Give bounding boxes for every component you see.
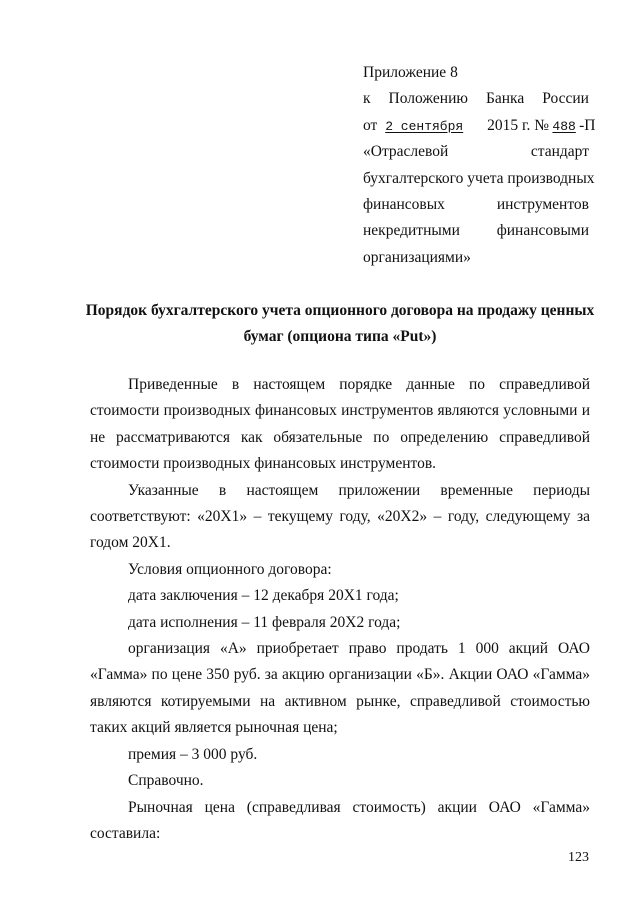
paragraph: Условия опционного договора: (128, 560, 332, 578)
header-word: «Отраслевой (363, 143, 449, 161)
standard-title-line (363, 139, 589, 165)
paragraph: Справочно. (128, 772, 204, 790)
header-word: некредитными (363, 222, 460, 240)
title-line: бумаг (опциона типа «Put») (243, 328, 437, 345)
paragraph: Рыночная цена (справедливая стоимость) акции ОАО «Гамма» составила: (90, 798, 590, 842)
paragraph: дата заключения – 12 декабря 20Х1 года; (128, 587, 399, 605)
paragraph: организация «А» приобретает право продать 1 000 акций ОАО «Гамма» по цене 350 руб. за акцию организации «Б». Акции ОАО «Гамма» являются котируемыми на активном рынке, справедливой стоимостью таких акций является рыночная цена; (90, 640, 590, 737)
header-word: финансовыми (496, 222, 589, 240)
paragraph: Указанные в настоящем приложении временные периоды соответствуют: «20Х1» – текущему году, «20Х2» – году, следующему за годом 20Х1. (90, 481, 590, 552)
appendix-header (363, 60, 596, 271)
header-word: финансовых (363, 195, 445, 213)
header-word: инструментов (496, 195, 589, 213)
paragraph: дата исполнения – 11 февраля 20Х2 года; (128, 613, 401, 631)
page-number: 123 (568, 850, 589, 865)
document-title (80, 298, 600, 350)
header-word: России (542, 90, 589, 108)
regulation-reference (363, 86, 589, 112)
header-word: Положению (388, 90, 468, 108)
date-field: 2 сентября (385, 118, 464, 134)
appendix-number: Приложение 8 (363, 64, 458, 81)
standard-title-line (363, 218, 589, 244)
paragraph: премия – 3 000 руб. (128, 745, 258, 763)
standard-title-line: организациями» (363, 248, 471, 266)
standard-title-line: бухгалтерского учета производных (363, 169, 595, 187)
number-field: 488 (552, 118, 576, 134)
date-prefix: от (363, 116, 378, 134)
number-suffix: -П (579, 116, 596, 134)
regulation-date-line (363, 113, 596, 139)
document-body (90, 372, 590, 847)
header-word: стандарт (530, 143, 589, 161)
paragraph: Приведенные в настоящем порядке данные по справедливой стоимости производных финансовых инструментов являются условными и не рассматриваются как обязательные по определению справедливой стоимости производных финансовых инструментов. (90, 376, 590, 473)
year-label: 2015 г. № (487, 116, 550, 134)
header-word: Банка (485, 90, 525, 108)
header-word: к (363, 90, 371, 108)
title-line: Порядок бухгалтерского учета опционного договора на продажу ценных (85, 302, 595, 319)
standard-title-line (363, 192, 589, 218)
